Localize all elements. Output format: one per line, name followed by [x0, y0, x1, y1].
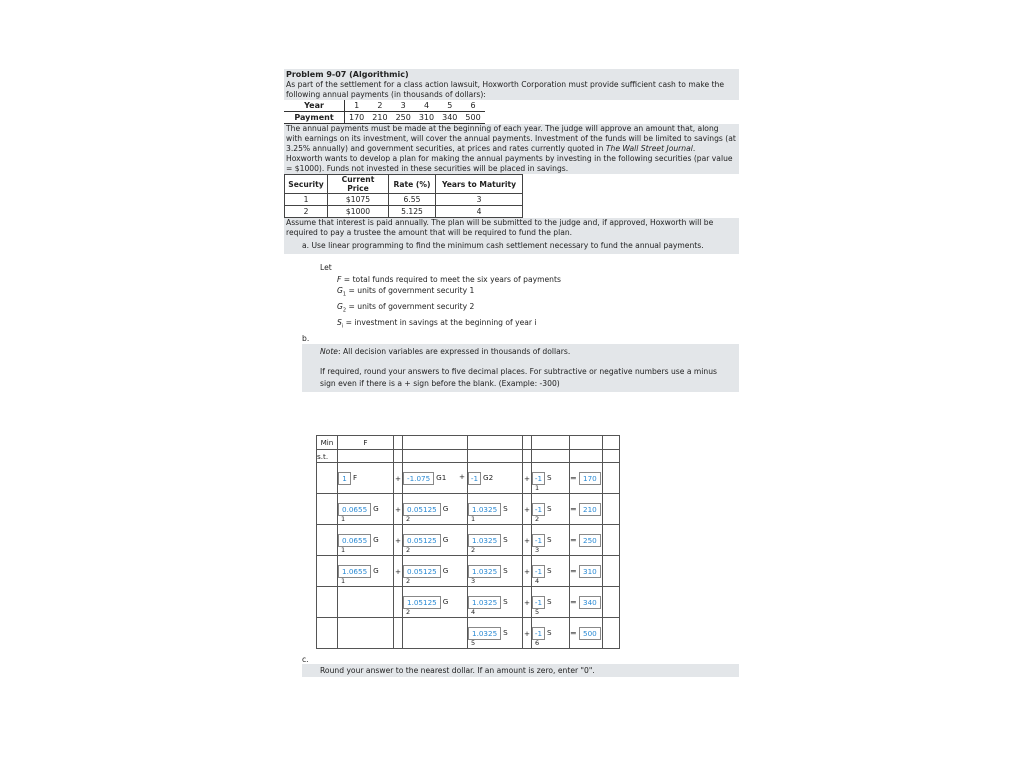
part-c-label: c.: [302, 655, 309, 664]
constraint-row-6: 1.0325 S 5 + -1 S 6 = 500: [317, 618, 620, 649]
coef-f-input[interactable]: 1: [338, 472, 351, 485]
assumption-text: Assume that interest is paid annually. The plan will be submitted to the judge and, if approved, Hoxworth will be required to pay a trustee the amount that will be required to fund the plan.: [284, 218, 739, 238]
coef-s-input[interactable]: -1: [532, 534, 545, 547]
constraint-row-4: 1.0655 G 1 + 0.05125 G 2 1.0325 S 3 + -1 S 4 = 310: [317, 556, 620, 587]
coef-s-prev-input[interactable]: 1.0325: [468, 503, 501, 516]
coef-s-input[interactable]: -1: [532, 596, 545, 609]
constraint-row-1: 1 F + -1.075 G1 + -1 G2 + -1 S 1 = 170: [317, 463, 620, 494]
objective-var: F: [338, 436, 394, 450]
coef-g2-input[interactable]: 0.05125: [403, 534, 441, 547]
constraint-row-5: 1.05125 G 2 1.0325 S 4 + -1 S 5 = 340: [317, 587, 620, 618]
part-a-text: a. Use linear programming to find the minimum cash settlement necessary to fund the annual payments.: [284, 238, 739, 254]
min-label: Min: [317, 436, 338, 450]
intro-text: As part of the settlement for a class action lawsuit, Hoxworth Corporation must provide sufficient cash to make the following annual payments (in thousands of dollars):: [284, 80, 739, 100]
year-header: Year: [284, 100, 345, 112]
coef-s-prev-input[interactable]: 1.0325: [468, 565, 501, 578]
part-b-instructions: Note: All decision variables are expressed in thousands of dollars. If required, round your answers to five decimal places. For subtractive or negative numbers use a minus sign even if there is a + sign before the blank. (Example: -300): [302, 344, 739, 392]
coef-g1-input[interactable]: 0.0655: [338, 534, 371, 547]
def-g1: $G_1$ = units of government security 1: [337, 286, 475, 298]
journal-name: The Wall Street Journal: [605, 144, 693, 153]
table-row: [317, 436, 620, 450]
rhs-input[interactable]: 310: [579, 565, 601, 578]
coef-g1-input[interactable]: -1.075: [403, 472, 434, 485]
coef-s-prev-input[interactable]: 1.0325: [468, 596, 501, 609]
coef-s1-input[interactable]: -1: [532, 472, 545, 485]
coef-g2-input[interactable]: 0.05125: [403, 565, 441, 578]
rhs-input[interactable]: 500: [579, 627, 601, 640]
table-row: 1 $1075 6.55 3: [285, 194, 523, 206]
lp-model-table: [316, 435, 620, 649]
st-label: s.t.: [317, 450, 338, 463]
table-row: 2 $1000 5.125 4: [285, 206, 523, 218]
coef-g1-input[interactable]: 0.0655: [338, 503, 371, 516]
constraint-row-3: 0.0655 G 1 + 0.05125 G 2 1.0325 S 2 + -1 S 3 = 250: [317, 525, 620, 556]
constraints-text: The annual payments must be made at the beginning of each year. The judge will approve an amount that, along with earnings on its investment, will cover the annual payments. Investment of the funds will be limited to savings (at 3.25% annually) and government securities, at prices and rates currently quoted in The Wall Street Journal.: [284, 124, 739, 154]
part-c-instructions: Round your answer to the nearest dollar. If an amount is zero, enter "0".: [302, 664, 739, 677]
def-s: $S_i$ = investment in savings at the beginning of year i: [337, 318, 537, 330]
round-instructions: If required, round your answers to five decimal places. For subtractive or negative numbers use a minus sign even if there is a + sign before the blank. (Example: -300): [320, 367, 717, 389]
rhs-input[interactable]: 250: [579, 534, 601, 547]
payments-table: [284, 100, 485, 124]
coef-s-prev-input[interactable]: 1.0325: [468, 627, 501, 640]
table-row: [317, 450, 620, 463]
def-f: F = total funds required to meet the six years of payments: [337, 274, 561, 284]
part-b-label: b.: [302, 334, 310, 344]
def-g2: $G_2$ = units of government security 2: [337, 302, 475, 314]
securities-table: [284, 174, 523, 218]
rhs-input[interactable]: 170: [579, 472, 601, 485]
problem-sheet: [284, 69, 739, 392]
rhs-input[interactable]: 340: [579, 596, 601, 609]
coef-s-input[interactable]: -1: [532, 565, 545, 578]
definitions: Let F = total funds required to meet the six years of payments $G_1$ = units of government security 1 $G_2$ = units of government security 2 $S_i$ = investment in savings at the beginning of year i: [284, 262, 739, 333]
coef-g2-input[interactable]: 1.05125: [403, 596, 441, 609]
coef-g1-input[interactable]: 1.0655: [338, 565, 371, 578]
coef-s-input[interactable]: -1: [532, 627, 545, 640]
constraint-row-2: 0.0655 G 1 + 0.05125 G 2 1.0325 S 1 + -1 S 2 = 210: [317, 494, 620, 525]
table-row: Payment 170 210 250 310 340 500: [284, 112, 485, 124]
table-row: Security Current Price Rate (%) Years to Maturity: [285, 175, 523, 194]
table-row: Year 1 2 3 4 5 6: [284, 100, 485, 112]
coef-s-input[interactable]: -1: [532, 503, 545, 516]
rhs-input[interactable]: 210: [579, 503, 601, 516]
coef-g2-input[interactable]: -1: [468, 472, 481, 485]
coef-g2-input[interactable]: 0.05125: [403, 503, 441, 516]
payment-header: Payment: [284, 112, 345, 124]
coef-s-prev-input[interactable]: 1.0325: [468, 534, 501, 547]
plan-text: Hoxworth wants to develop a plan for making the annual payments by investing in the following securities (par value = $1000). Funds not invested in these securities will be placed in savings.: [284, 154, 739, 174]
problem-title: Problem 9-07 (Algorithmic): [284, 69, 739, 80]
